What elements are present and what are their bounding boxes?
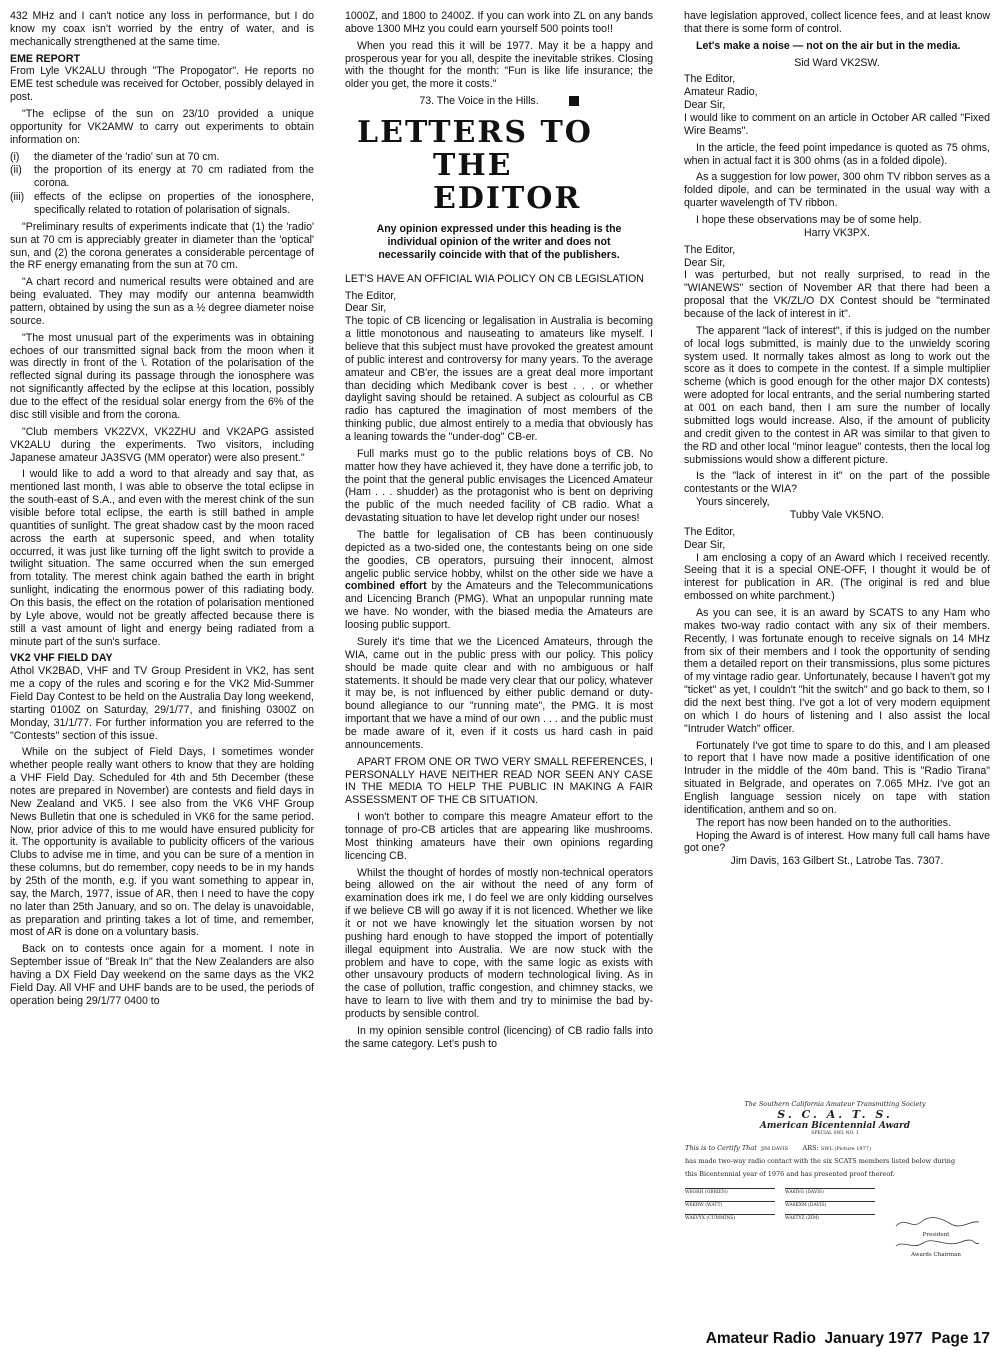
paragraph: I would like to add a word to that already and say that, as mentioned last month, I was able to observe the total eclipse in the south-east of S.A., and even with the merest chink of the sun visible before total eclipse, the earth is still bathed in ample quantities of sunlight. The great shadow cast by the moon raced across the earth at supersonic speed, and when totality occurred, it was just like turning off the light switch to provide a twilight situation. The same occurred when the sun emerged from totality. The merest chink again bathed the earth in bright sunlight, indicating the enormous power of this radiating body. On this basis, the effect on the rotation of polarisation mentioned by Lyle above, would not be greatly affected because there is still a vast amount of light and energy being radiated from a minute part of the sun's surface. bbox=[10, 468, 314, 648]
paragraph: 1000Z, and 1800 to 2400Z. If you can work into ZL on any bands above 1300 MHz you could earn yourself 500 points too!! bbox=[345, 10, 653, 35]
paragraph: "A chart record and numerical results were obtained and are being evaluated. They may modify our antenna beamwidth pattern, obtained by using the sun as a ½ degree diameter noise source. bbox=[10, 276, 314, 327]
paragraph: From Lyle VK2ALU through "The Propogator". He reports no EME test schedule was received for October, possibly delayed in post. bbox=[10, 65, 314, 104]
paragraph-emphasis: Let's make a noise — not on the air but in the media. bbox=[696, 39, 961, 52]
paragraph: As a suggestion for low power, 300 ohm TV ribbon serves as a folded dipole, and can be terminated in the usual way with a quarter wavelength of TV ribbon. bbox=[684, 171, 990, 210]
end-mark-icon bbox=[569, 96, 579, 106]
paragraph: I won't bother to compare this meagre Amateur effort to the tonnage of pro-CB articles that are appearing like mushrooms. Most thinking amateurs have their own opinions regarding licencing CB. bbox=[345, 811, 653, 862]
member-call: WA6KXM (DAVIS) bbox=[785, 1201, 875, 1208]
paragraph: I am enclosing a copy of an Award which I received recently. Seeing that it is a special ONE-OFF, I thought it would be of interest for publication in AR. (The original is red and blue embossed on white parchment.) bbox=[684, 551, 990, 603]
column-middle bbox=[345, 10, 653, 1055]
list-item: (iii) effects of the eclipse on properties of the ionosphere, specifically related to rotation of polarisation of signals. bbox=[10, 191, 314, 217]
certificate-role: President bbox=[922, 1232, 950, 1238]
certificate-number: SPECIAL SWL NO. 1 bbox=[811, 1131, 859, 1136]
column-left bbox=[10, 10, 314, 1012]
paragraph: Athol VK2BAD, VHF and TV Group President in VK2, has sent me a copy of the rules and scoring e for the VK2 Mid-Summer Field Day Contest to be held on the Australia Day long weekend, starting 0100Z on Saturday, 29/1/77, and finishing 0300Z on Monday, 31/1/77. For further information you are referred to the "Contests" section of this issue. bbox=[10, 665, 314, 742]
certificate-recipient-row: This is to Certify That JIM DAVIS ARS: SWL (Picture 1977) bbox=[685, 1144, 871, 1152]
certificate-member-calls bbox=[685, 1188, 875, 1221]
certificate-body: has made two-way radio contact with the six SCATS members listed below during bbox=[685, 1157, 956, 1165]
member-call: WA6TYZ (ZIM) bbox=[785, 1214, 875, 1221]
signature: Jim Davis, 163 Gilbert St., Latrobe Tas. 7307. bbox=[730, 855, 944, 868]
paragraph: "Preliminary results of experiments indicate that (1) the 'radio' sun at 70 cm is appreciably greater in diameter than the 'optical' sun, and (2) the corona generates a considerable percentage of the RF energy emanating from the sun at 70 cm. bbox=[10, 220, 314, 272]
paragraph: "Club members VK2ZVX, VK2ZHU and VK2APG assisted VK2ALU during the experiments. Two visitors, including Japanese amateur JA3SVG (MM operator) were also present." bbox=[10, 425, 314, 464]
paragraph: The report has now been handed on to the authorities. bbox=[696, 816, 952, 829]
certificate-acronym: S. C. A. T. S. bbox=[777, 1108, 893, 1121]
paragraph: Surely it's time that we the Licenced Amateurs, through the WIA, came out in the public press with our policy. This policy should be made quite clear and with no ambiguous or half statements. It should be made very clear that our policy, whatever it may be, is not influenced by either public demand or duty-bound allegiance to our "running mate", the PMG. It is most important that we have a mind of our own . . . and the public must be made aware of it, even if it costs us hard cash in paid announcements. bbox=[345, 635, 653, 751]
column-right bbox=[684, 10, 990, 872]
column-signoff: 73. The Voice in the Hills. bbox=[345, 95, 653, 108]
letter-title: LET'S HAVE AN OFFICIAL WIA POLICY ON CB LEGISLATION bbox=[345, 272, 644, 285]
salutation: Amateur Radio, bbox=[684, 86, 758, 99]
paragraph: The battle for legalisation of CB has been continuously depicted as a two-sided one, the contestants being on one side the goodies, CB operators, pursuing their innocent, almost angelic public service hobby, whilst on the other side we have a combined effort by the Amateurs and the Telecommunications and Licencing Branch (PMG). What an unpopular running mate we have. No wonder, with the biased media the Amateurs are loosing public support. bbox=[345, 529, 653, 632]
paragraph: In my opinion sensible control (licencing) of CB radio falls into the same category. Let's push to bbox=[345, 1024, 653, 1050]
paragraph: Hoping the Award is of interest. How many full call hams have got one? bbox=[684, 829, 990, 855]
salutation: The Editor, bbox=[345, 289, 397, 302]
closing: Yours sincerely, bbox=[696, 496, 770, 509]
paragraph: have legislation approved, collect licence fees, and at least know that there is some form of control. bbox=[684, 10, 990, 35]
salutation: Dear Sir, bbox=[684, 256, 726, 269]
paragraph: Is the "lack of interest in it" on the part of the possible contestants or the WIA? bbox=[684, 470, 990, 496]
member-call: WA6IVG (DAVIS) bbox=[785, 1188, 875, 1195]
paragraph: I hope these observations may be of some help. bbox=[696, 214, 922, 227]
paragraph: The apparent "lack of interest", if this is judged on the number of local logs submitted, is mainly due to the unwieldy scoring system used. It normally takes almost as long to work out the score as it does to compete in the contest. If a simple multiplier scheme (which is good enough for the other major DX contests) were adopted for local entrants, and the serial numbering started at 001 on each band, then I am sure the number of locally submitted logs would increase. Also, if the amount of publicity and credit given to the contest in AR was similar to that given to the RD and other local "minor league" contests, then the local log submissions would show a different picture. bbox=[684, 324, 990, 466]
section-heading-eme: EME REPORT bbox=[10, 52, 81, 65]
signature: Sid Ward VK2SW. bbox=[794, 56, 880, 69]
certificate-signatures bbox=[891, 1216, 981, 1258]
member-call: WA6VYX (CUMMINS) bbox=[685, 1214, 775, 1221]
paragraph: In the article, the feed point impedance is quoted as 75 ohms, when in actual fact it is 300 ohms (as in a folded dipole). bbox=[684, 141, 990, 167]
certificate-award-name: American Bicentennial Award bbox=[759, 1121, 911, 1131]
paragraph: 432 MHz and I can't notice any loss in performance, but I do know my coax isn't worried by the entry of water, and is mechanically strengthened at the same time. bbox=[10, 10, 314, 48]
salutation: Dear Sir, bbox=[684, 99, 726, 112]
salutation: Dear Sir, bbox=[684, 538, 726, 551]
section-title bbox=[345, 116, 653, 215]
page-footer: Amateur Radio January 1977 Page 17 bbox=[705, 1330, 990, 1347]
certificate-body: this Bicentennial year of 1976 and has presented proof thereof. bbox=[685, 1170, 895, 1178]
paragraph: When you read this it will be 1977. May it be a happy and prosperous year for you all, despite the inevitable strikes. Closing with the thought for the month: "Fun is like life insurance; the older you get, the more it costs." bbox=[345, 39, 653, 91]
signature-scribble-icon bbox=[891, 1216, 981, 1230]
award-certificate bbox=[685, 1100, 985, 1260]
paragraph: Whilst the thought of hordes of mostly non-technical operators being allowed on the air without the need of any form of examination does irk me, I do feel we are only kidding ourselves if we believe CB will go away if it is not licenced. Whether we like it or not we have knowingly let the situation worsen by not pushing hard enough to have stopped the import of potentially illegal equipment into Australia. We are now stuck with the problem and have to cope, with the same logic as exists with other unsavoury products of modern technological living. As in the case of pollution, traffic congestion, and chimney stacks, we have to learn to live with them and try to minimise the bad by-products by sensible control. bbox=[345, 866, 653, 1020]
paragraph: I was perturbed, but not really surprised, to read in the "WIANEWS" section of November AR that there had been a proposal that the VK/ZL/O DX Contest should be "terminated because of the lack of interest in it". bbox=[684, 269, 990, 321]
member-call: W6GRH (OBRIEN) bbox=[685, 1188, 775, 1195]
paragraph: The topic of CB licencing or legalisation in Australia is becoming a little monotonous and nauseating to amateurs like myself. I believe that this subject must have provoked the greatest amount of public interest and controversy for many years. To the average amateur and CB'er, the issues are a great deal more important than deciding which Medibank cover is best . . . or whether daylight saving should be retained. A subject as colourful as CB radio has captured the imagination of most members of the thinking public, due almost entirely to a media that obviously has a leaning towards the "under-dog" CB-er. bbox=[345, 315, 653, 444]
salutation: The Editor, bbox=[684, 525, 736, 538]
experiment-list bbox=[10, 151, 314, 217]
paragraph: Fortunately I've got time to spare to do this, and I am pleased to report that I have now made a positive identification of one Intruder in the middle of the 40m band. This is "Radio Tirana" situated in Belgrade, and operates on 7.065 MHz. I've got an English language session nicely on tape with station identification, anthem and so on. bbox=[684, 739, 990, 816]
paragraph: I would like to comment on an article in October AR called "Fixed Wire Beams". bbox=[684, 112, 990, 137]
paragraph: Full marks must go to the public relations boys of CB. No matter how they have achieved it, they have done a terrific job, to the point that the general public envisages the Licenced Amateur (Ham . . . shudder) as the protagonist who is bent on depriving the public of the much needed facility of CB radio. What a devastating situation to have let develop right under our noses! bbox=[345, 447, 653, 525]
certificate-role: Awards Chairman bbox=[911, 1252, 961, 1258]
paragraph: "The eclipse of the sun on 23/10 provided a unique opportunity for VK2AMW to carry out experiments to obtain information on: bbox=[10, 108, 314, 146]
paragraph: "The most unusual part of the experiments was in obtaining echoes of our transmitted signal back from the moon when it was directly in front of the \. Rotation of the polarisation of the reflected signal during its passage through the ionosphere was not significantly affected by the eclipse at this location, possibly due to the effect of the residual solar energy from the 6% of the disc still visible and from the corona. bbox=[10, 331, 314, 421]
section-heading-vhf: VK2 VHF FIELD DAY bbox=[10, 652, 113, 665]
title-line-1: LETTERS TO bbox=[357, 115, 593, 151]
paragraph: While on the subject of Field Days, I sometimes wonder whether people really want others to know that they are holding a VHF Field Day. Scheduled for 4th and 5th December (these notes are prepared in November) are contests and field days in New Zealand and VK5. I see also from the VK6 VHF Group News Bulletin that one is scheduled in VK6 for the same period. Now, prior advice of this to me would have ensured publicity for it. The opportunity is available to publicity officers of the various Clubs to advise me in time, and you can be sure of a mention in these columns, but do remember, copy needs to be in my hands by 25th of the month, e.g. if you want something to appear in, say, the March, 1977, issue of AR, then I need to have the copy no later than 25th January, and so on. The delay is unavoidable, as preparation and printing takes a lot of time, and remember, most of AR is done on a voluntary basis. bbox=[10, 746, 314, 939]
salutation: The Editor, bbox=[684, 243, 736, 256]
signature: Harry VK3PX. bbox=[804, 226, 870, 239]
paragraph: Back on to contests once again for a moment. I note in September issue of "Break In" that the New Zealanders are also having a DX Field Day weekend on the same days as the VK2 Field Day. All VHF and UHF bands are to be used, the periods of operation being 29/1/77 0400 to bbox=[10, 943, 314, 1007]
list-item: (i) the diameter of the 'radio' sun at 70 cm. bbox=[10, 150, 220, 163]
member-call: W6KRW (WATT) bbox=[685, 1201, 775, 1208]
list-item: (ii) the proportion of its energy at 70 cm radiated from the corona. bbox=[10, 164, 314, 190]
signature-scribble-icon bbox=[891, 1238, 981, 1250]
certificate-society: The Southern California Amateur Transmitting Society bbox=[744, 1100, 926, 1108]
paragraph: As you can see, it is an award by SCATS to any Ham who makes two-way radio contact with any six of their members. Recently, I was fortunate enough to receive signals on 14 MHz from six of their members and I took the opportunity of sending them a detailed report on their transmissions, plus some pictures of my vintage radio gear. Unfortunately, because I haven't got my "ticket" as yet, I couldn't "hit the switch" and go back to them, so I did the next best thing. I've got a lot of very modern equipment on which I do hours of listening and I also assist the local "Intruder Watch" officer. bbox=[684, 606, 990, 735]
title-line-2: THE EDITOR bbox=[433, 148, 582, 217]
disclaimer: Any opinion expressed under this heading is the individual opinion of the writer and does not necessarily coincide with that of the publishers. bbox=[376, 223, 622, 262]
signature: Tubby Vale VK5NO. bbox=[789, 508, 885, 521]
paragraph: APART FROM ONE OR TWO VERY SMALL REFERENCES, I PERSONALLY HAVE NEITHER READ NOR SEEN ANY CASE IN THE MEDIA TO HELP THE PUBLIC IN MAKING A FAIR ASSESSMENT OF THE CB SITUATION. bbox=[345, 755, 653, 807]
salutation: The Editor, bbox=[684, 73, 736, 86]
salutation: Dear Sir, bbox=[345, 302, 387, 315]
